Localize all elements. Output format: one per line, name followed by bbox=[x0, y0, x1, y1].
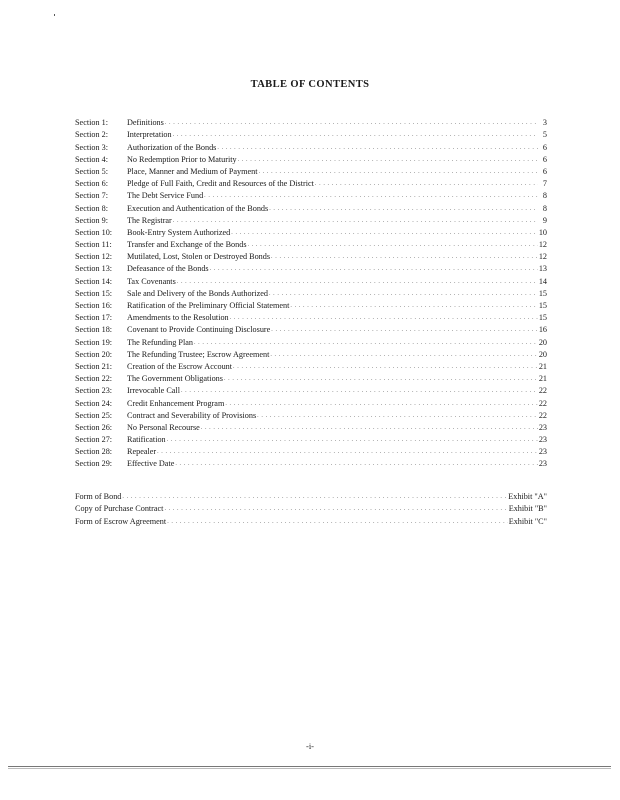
toc-section-number: Section 17: bbox=[75, 313, 113, 323]
toc-row bbox=[75, 311, 547, 323]
toc-section-number: Section 12: bbox=[75, 252, 113, 262]
toc-page-number: 20 bbox=[538, 349, 547, 359]
toc-dot-leader bbox=[173, 129, 538, 140]
toc-row bbox=[75, 360, 547, 372]
toc-section-number: Section 26: bbox=[75, 422, 113, 432]
toc-row bbox=[75, 140, 547, 152]
toc-dot-leader bbox=[217, 142, 538, 153]
toc-page-number: 22 bbox=[538, 398, 547, 408]
toc-section-title: No Redemption Prior to Maturity bbox=[127, 154, 237, 164]
toc-row bbox=[75, 384, 547, 396]
toc-page-number: 13 bbox=[538, 264, 547, 274]
toc-page-number: 9 bbox=[542, 215, 547, 225]
exhibit-row bbox=[75, 490, 547, 502]
toc-dot-leader bbox=[157, 446, 538, 457]
toc-dot-leader bbox=[210, 263, 538, 274]
exhibit-row bbox=[75, 514, 547, 526]
toc-row bbox=[75, 445, 547, 457]
toc-section-title: Credit Enhancement Program bbox=[127, 398, 225, 408]
footer-rule bbox=[8, 766, 611, 767]
toc-row bbox=[75, 238, 547, 250]
scan-speck bbox=[54, 14, 55, 16]
toc-section-number: Section 1: bbox=[75, 118, 108, 128]
toc-section-title: No Personal Recourse bbox=[127, 422, 200, 432]
toc-section-title: The Government Obligations bbox=[127, 374, 223, 384]
toc-section-number: Section 23: bbox=[75, 386, 113, 396]
toc-section-title: Ratification of the Preliminary Official Statement bbox=[127, 301, 290, 310]
toc-section-number: Section 21: bbox=[75, 361, 113, 371]
toc-dot-leader bbox=[259, 166, 538, 177]
toc-page-number: 3 bbox=[542, 118, 547, 128]
toc-row bbox=[75, 396, 547, 408]
toc-section-title: Mutilated, Lost, Stolen or Destroyed Bonds bbox=[127, 252, 271, 262]
toc-page-number: 10 bbox=[538, 227, 547, 237]
toc-section-number: Section 9: bbox=[75, 215, 108, 225]
toc-section-number: Section 11: bbox=[75, 240, 112, 250]
toc-section-title: Effective Date bbox=[127, 459, 175, 469]
toc-section-title: Sale and Delivery of the Bonds Authorized bbox=[127, 288, 268, 298]
toc-section-title: Pledge of Full Faith, Credit and Resources of the District bbox=[127, 179, 314, 189]
toc-row bbox=[75, 299, 547, 311]
toc-section-number: Section 2: bbox=[75, 130, 108, 140]
page-number: -i- bbox=[305, 741, 315, 751]
toc-page-number: 8 bbox=[542, 191, 547, 201]
toc-page-number: 6 bbox=[542, 142, 547, 152]
toc-section-title: The Refunding Trustee; Escrow Agreement bbox=[127, 349, 270, 359]
toc-dot-leader bbox=[271, 251, 538, 262]
toc-dot-leader bbox=[290, 300, 537, 311]
toc-section-title: The Refunding Plan bbox=[127, 337, 193, 347]
toc-page-number: 22 bbox=[538, 410, 547, 420]
toc-row bbox=[75, 433, 547, 445]
toc-section-title: Place, Manner and Medium of Payment bbox=[127, 166, 258, 176]
toc-dot-leader bbox=[167, 434, 538, 445]
toc-section-title: Ratification bbox=[127, 435, 166, 445]
toc-section-title: Tax Covenants bbox=[127, 276, 176, 286]
exhibit-list bbox=[75, 490, 547, 527]
toc-row bbox=[75, 457, 547, 469]
toc-dot-leader bbox=[204, 190, 538, 201]
toc-page-number: 7 bbox=[542, 179, 547, 189]
toc-section-number: Section 19: bbox=[75, 337, 113, 347]
toc-page-number: 23 bbox=[538, 435, 547, 445]
toc-section-number: Section 29: bbox=[75, 459, 113, 469]
toc-row bbox=[75, 226, 547, 238]
toc-row bbox=[75, 201, 547, 213]
toc-page-number: 23 bbox=[538, 422, 547, 432]
toc-row bbox=[75, 153, 547, 165]
exhibit-title: Copy of Purchase Contract bbox=[75, 504, 164, 514]
exhibit-title: Form of Escrow Agreement bbox=[75, 516, 167, 526]
toc-dot-leader bbox=[181, 385, 538, 396]
exhibit-reference: Exhibit "B" bbox=[508, 504, 547, 514]
toc-row bbox=[75, 262, 547, 274]
toc-section-number: Section 20: bbox=[75, 349, 113, 359]
toc-section-title: Irrevocable Call bbox=[127, 386, 180, 396]
toc-section-number: Section 8: bbox=[75, 203, 108, 213]
toc-section-title: Transfer and Exchange of the Bonds bbox=[127, 240, 247, 250]
toc-section-title: Covenant to Provide Continuing Disclosure bbox=[127, 325, 271, 335]
toc-section-title: Authorization of the Bonds bbox=[127, 142, 217, 152]
toc-section-title: Defeasance of the Bonds bbox=[127, 264, 209, 274]
toc-dot-leader bbox=[269, 203, 538, 214]
toc-page-number: 23 bbox=[538, 447, 547, 457]
toc-section-title: Contract and Severability of Provisions bbox=[127, 410, 257, 420]
toc-dot-leader bbox=[231, 227, 538, 238]
toc-section-number: Section 14: bbox=[75, 276, 113, 286]
toc-page-number: 21 bbox=[538, 361, 547, 371]
toc-row bbox=[75, 335, 547, 347]
toc-dot-leader bbox=[194, 337, 538, 348]
toc-section-number: Section 3: bbox=[75, 142, 108, 152]
toc-dot-leader bbox=[225, 398, 538, 409]
toc-page-number: 15 bbox=[538, 301, 547, 310]
toc-page-number: 20 bbox=[538, 337, 547, 347]
toc-section-title: Definitions bbox=[127, 118, 164, 128]
toc-section-title: Amendments to the Resolution bbox=[127, 313, 229, 323]
exhibit-dot-leader bbox=[122, 491, 507, 502]
toc-section-number: Section 28: bbox=[75, 447, 113, 457]
toc-section-title: Execution and Authentication of the Bonds bbox=[127, 203, 269, 213]
exhibit-dot-leader bbox=[164, 503, 507, 514]
toc-dot-leader bbox=[248, 239, 538, 250]
toc-row bbox=[75, 177, 547, 189]
table-of-contents bbox=[75, 116, 547, 469]
toc-section-title: Creation of the Escrow Account bbox=[127, 361, 233, 371]
toc-section-number: Section 27: bbox=[75, 435, 113, 445]
toc-section-title: Book-Entry System Authorized bbox=[127, 227, 231, 237]
toc-page-number: 16 bbox=[538, 325, 547, 335]
toc-section-number: Section 25: bbox=[75, 410, 113, 420]
toc-page-number: 22 bbox=[538, 386, 547, 396]
toc-section-number: Section 24: bbox=[75, 398, 113, 408]
toc-section-number: Section 6: bbox=[75, 179, 108, 189]
toc-section-title: The Registrar bbox=[127, 215, 172, 225]
exhibit-dot-leader bbox=[167, 516, 508, 527]
toc-dot-leader bbox=[230, 312, 538, 323]
toc-dot-leader bbox=[257, 410, 538, 421]
toc-row bbox=[75, 189, 547, 201]
toc-row bbox=[75, 116, 547, 128]
toc-dot-leader bbox=[233, 361, 538, 372]
toc-section-number: Section 13: bbox=[75, 264, 113, 274]
toc-row bbox=[75, 287, 547, 299]
toc-dot-leader bbox=[315, 178, 538, 189]
page-title: TABLE OF CONTENTS bbox=[250, 79, 370, 90]
toc-row bbox=[75, 165, 547, 177]
toc-row bbox=[75, 274, 547, 286]
toc-section-number: Section 4: bbox=[75, 154, 108, 164]
toc-dot-leader bbox=[270, 349, 537, 360]
exhibit-title: Form of Bond bbox=[75, 492, 122, 502]
toc-row bbox=[75, 323, 547, 335]
toc-row bbox=[75, 214, 547, 226]
exhibit-reference: Exhibit "C" bbox=[508, 516, 547, 526]
toc-section-number: Section 22: bbox=[75, 374, 113, 384]
toc-page-number: 12 bbox=[538, 252, 547, 262]
toc-row bbox=[75, 372, 547, 384]
toc-dot-leader bbox=[173, 215, 538, 226]
toc-page-number: 5 bbox=[542, 130, 547, 140]
toc-page-number: 23 bbox=[538, 459, 547, 469]
toc-dot-leader bbox=[271, 324, 538, 335]
toc-page-number: 21 bbox=[538, 374, 547, 384]
toc-dot-leader bbox=[269, 288, 538, 299]
toc-dot-leader bbox=[224, 373, 538, 384]
toc-page-number: 12 bbox=[538, 240, 547, 250]
toc-section-title: Interpretation bbox=[127, 130, 172, 140]
toc-dot-leader bbox=[175, 458, 537, 469]
toc-row bbox=[75, 348, 547, 360]
toc-page-number: 15 bbox=[538, 288, 547, 298]
toc-row bbox=[75, 421, 547, 433]
toc-row bbox=[75, 250, 547, 262]
toc-section-number: Section 5: bbox=[75, 166, 108, 176]
toc-section-number: Section 10: bbox=[75, 227, 113, 237]
toc-section-number: Section 7: bbox=[75, 191, 108, 201]
toc-section-title: The Debt Service Fund bbox=[127, 191, 204, 201]
toc-dot-leader bbox=[238, 154, 538, 165]
toc-section-number: Section 18: bbox=[75, 325, 113, 335]
toc-page-number: 8 bbox=[542, 203, 547, 213]
toc-page-number: 15 bbox=[538, 313, 547, 323]
toc-dot-leader bbox=[201, 422, 538, 433]
exhibit-reference: Exhibit "A" bbox=[508, 492, 547, 502]
toc-row bbox=[75, 128, 547, 140]
toc-page-number: 6 bbox=[542, 154, 547, 164]
toc-dot-leader bbox=[177, 276, 538, 287]
toc-section-number: Section 15: bbox=[75, 288, 113, 298]
toc-page-number: 14 bbox=[538, 276, 547, 286]
toc-section-title: Repealer bbox=[127, 447, 157, 457]
toc-row bbox=[75, 409, 547, 421]
exhibit-row bbox=[75, 502, 547, 514]
toc-page-number: 6 bbox=[542, 166, 547, 176]
footer-rule-secondary bbox=[8, 768, 611, 769]
toc-dot-leader bbox=[165, 117, 538, 128]
toc-section-number: Section 16: bbox=[75, 301, 113, 310]
